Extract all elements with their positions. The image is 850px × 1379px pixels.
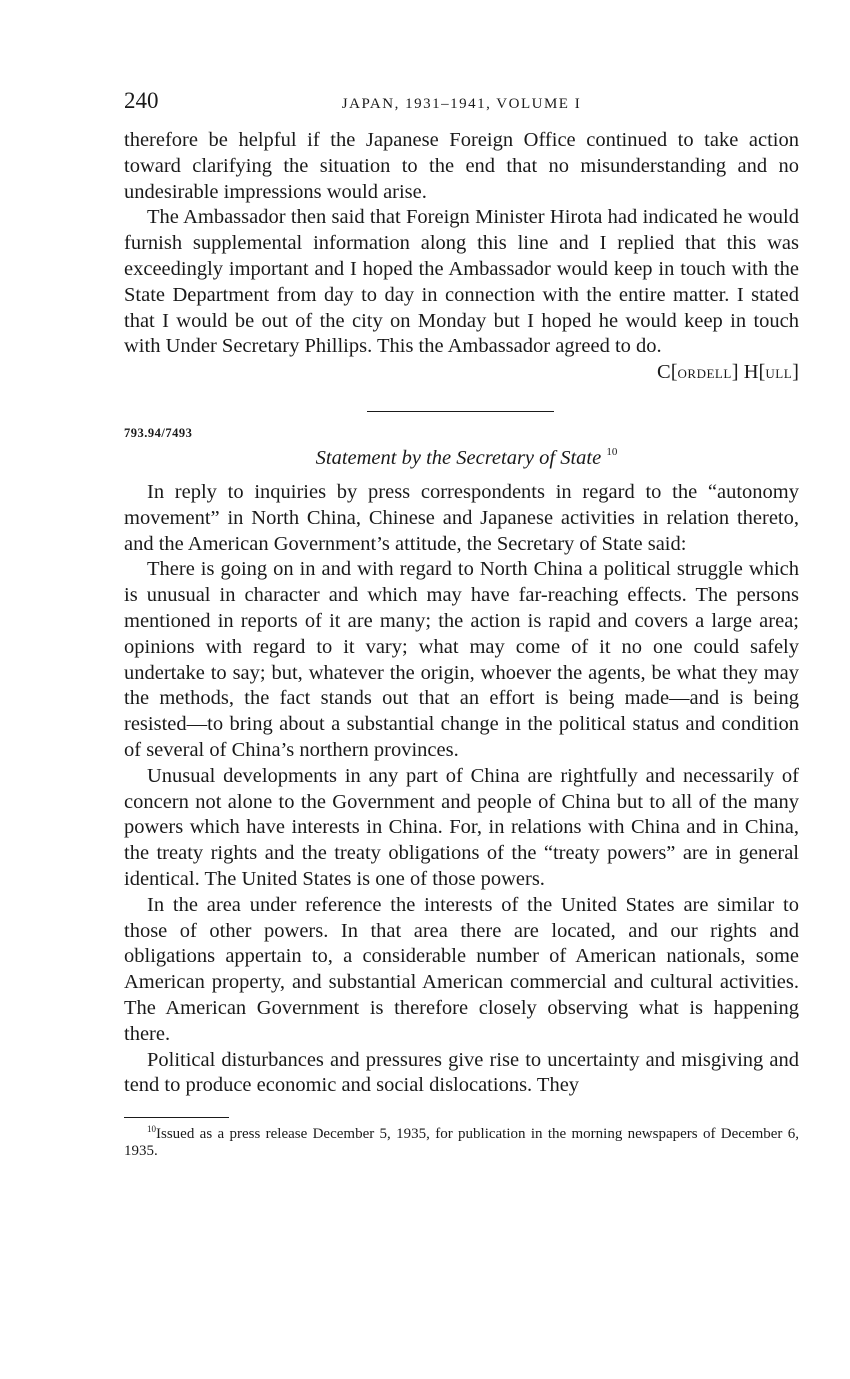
page-header: [124, 88, 799, 128]
footnote-divider: [124, 1117, 229, 1118]
footnote-ref: 10: [606, 445, 618, 458]
section-divider: [367, 411, 554, 412]
running-head: JAPAN, 1931–1941, VOLUME I: [341, 96, 582, 112]
footnote: $^{10}$Issued as a press release December 5, 1935, for publication in the morning newspapers of December 6, 1935.: [124, 1124, 799, 1160]
paragraph: In reply to inquiries by press correspondents in regard to the “autonomy movement” in North China, Chinese and Japanese activities in relation thereto, and the American Government’s attitude, the Secretary of State said:: [124, 480, 799, 555]
document-page: [124, 88, 799, 1160]
document-title: Statement by the Secretary of State $^{10}$: [315, 445, 618, 469]
paragraph: The Ambassador then said that Foreign Minister Hirota had indicated he would furnish supplemental information along this line and I replied that this was exceedingly important and I hoped the Ambassador would keep in touch with the State Department from day to day in connection with the entire matter. I stated that I would be out of the city on Monday but I hoped he would keep in touch with Under Secretary Phillips. This the Ambassador agreed to do.: [124, 206, 799, 358]
statement-text: [124, 480, 799, 1099]
paragraph: In the area under reference the interests of the United States are similar to those of other powers. In that area there are located, and our rights and obligations appertain to, a considerable number of American nationals, some American property, and substantial American commercial and cultural activities. The American Government is therefore closely observing what is happening there.: [124, 893, 799, 1045]
file-number: 793.94/7493: [124, 425, 193, 440]
paragraph: Unusual developments in any part of China are rightfully and necessarily of concern not alone to the Government and people of China but to all of the many powers which have interests in China. For, in relations with China and in China, the treaty rights and the treaty obligations of the “treaty powers” are in general identical. The United States is one of those powers.: [124, 764, 799, 890]
paragraph: There is going on in and with regard to North China a political struggle which is unusual in character and which may have far-reaching effects. The persons mentioned in reports of it are many; the action is rapid and covers a large area; opinions with regard to it vary; what may come of it no one could safely undertake to say; but, whatever the origin, whoever the agents, be what they may the methods, the fact stands out that an effort is being made—and is being resisted—to bring about a substantial change in the political status and condition of several of China’s northern provinces.: [124, 558, 799, 761]
paragraph: Political disturbances and pressures give rise to uncertainty and misgiving and tend to produce economic and social dislocations. They: [124, 1048, 799, 1097]
signature: C[ORDELL] H[ULL]: [657, 361, 799, 384]
continuation-text: [124, 128, 799, 360]
paragraph: therefore be helpful if the Japanese Foreign Office continued to take action toward clarifying the situation to the end that no misunderstanding and no undesirable impressions would arise.: [124, 129, 799, 203]
page-number: 240: [124, 88, 159, 113]
footnote-number: 10: [147, 1124, 156, 1135]
